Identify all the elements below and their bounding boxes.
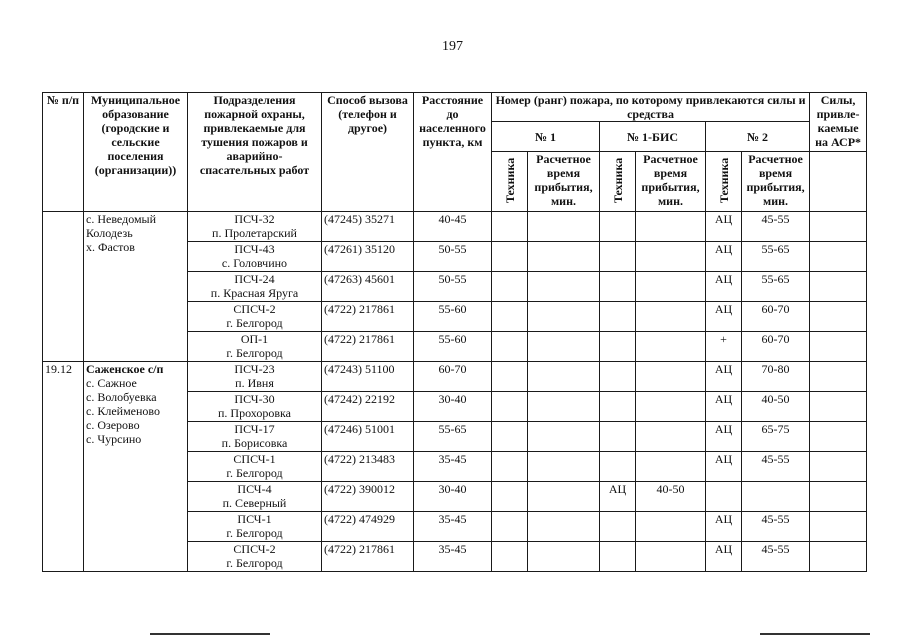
unit-location: г. Белгород <box>226 526 283 540</box>
rank1-equipment-cell <box>492 482 528 512</box>
unit-name: ПСЧ-4 <box>237 482 272 496</box>
distance-cell: 30-40 <box>414 482 492 512</box>
distance-cell: 30-40 <box>414 392 492 422</box>
rank2-arrival-cell: 45-55 <box>742 452 810 482</box>
rank1-arrival-cell <box>528 542 600 572</box>
rank1bis-equipment-cell <box>600 512 636 542</box>
distance-cell: 55-60 <box>414 302 492 332</box>
rank2-arrival-cell: 40-50 <box>742 392 810 422</box>
phone-cell: (47261) 35120 <box>322 242 414 272</box>
rank1bis-arrival-cell <box>636 272 706 302</box>
rank2-arrival-cell: 45-55 <box>742 212 810 242</box>
rank2-equipment-cell: АЦ <box>706 302 742 332</box>
phone-cell: (4722) 217861 <box>322 542 414 572</box>
phone-cell: (4722) 217861 <box>322 302 414 332</box>
rank1-arrival-cell <box>528 452 600 482</box>
rank1-equipment-cell <box>492 362 528 392</box>
unit-cell <box>188 542 322 572</box>
unit-location: г. Белгород <box>226 316 283 330</box>
rank1bis-arrival-cell <box>636 452 706 482</box>
rank2-equipment-cell: АЦ <box>706 362 742 392</box>
distance-cell: 40-45 <box>414 212 492 242</box>
page-number: 197 <box>442 39 463 54</box>
settlement-name: с. Чурсино <box>86 432 142 446</box>
header-equipment-1: Техника <box>492 152 528 212</box>
rank1bis-equipment-cell <box>600 452 636 482</box>
header-rank-1: № 1 <box>492 122 600 152</box>
unit-cell <box>188 482 322 512</box>
rank1bis-arrival-cell: 40-50 <box>636 482 706 512</box>
asr-cell <box>810 302 867 332</box>
rank2-equipment-cell: АЦ <box>706 512 742 542</box>
asr-cell <box>810 482 867 512</box>
rank2-arrival-cell: 45-55 <box>742 542 810 572</box>
rank1bis-equipment-cell <box>600 422 636 452</box>
header-arrival-1: Расчетное время прибытия, мин. <box>528 152 600 212</box>
bottom-divider-right <box>760 633 870 635</box>
table-row <box>43 212 867 242</box>
rank1-arrival-cell <box>528 422 600 452</box>
phone-cell: (47243) 51100 <box>322 362 414 392</box>
asr-cell <box>810 452 867 482</box>
distance-cell: 50-55 <box>414 272 492 302</box>
header-num: № п/п <box>43 93 84 212</box>
distance-cell: 35-45 <box>414 452 492 482</box>
rank1bis-arrival-cell <box>636 362 706 392</box>
unit-name: ПСЧ-17 <box>234 422 275 436</box>
unit-name: ПСЧ-23 <box>234 362 275 376</box>
unit-name: СПСЧ-2 <box>233 302 276 316</box>
unit-location: п. Северный <box>222 496 287 510</box>
rank1-equipment-cell <box>492 332 528 362</box>
unit-location: г. Белгород <box>226 466 283 480</box>
rank2-equipment-cell: АЦ <box>706 452 742 482</box>
unit-cell <box>188 212 322 242</box>
distance-cell: 60-70 <box>414 362 492 392</box>
rank1-arrival-cell <box>528 302 600 332</box>
rank2-arrival-cell: 55-65 <box>742 272 810 302</box>
rank2-arrival-cell: 55-65 <box>742 242 810 272</box>
header-rank-1bis: № 1-БИС <box>600 122 706 152</box>
settlement-name: с. Волобуевка <box>86 390 157 404</box>
group-number <box>43 212 84 362</box>
rank1bis-equipment-cell <box>600 212 636 242</box>
phone-cell: (4722) 474929 <box>322 512 414 542</box>
settlement-name: с. Сажное <box>86 376 137 390</box>
header-asr-empty <box>810 152 867 212</box>
unit-location: п. Пролетарский <box>212 226 297 240</box>
unit-name: СПСЧ-1 <box>233 452 276 466</box>
asr-cell <box>810 212 867 242</box>
unit-cell <box>188 392 322 422</box>
rank1bis-equipment-cell <box>600 542 636 572</box>
rank1bis-arrival-cell <box>636 542 706 572</box>
group-municipality <box>84 362 188 572</box>
distance-cell: 50-55 <box>414 242 492 272</box>
unit-name: ОП-1 <box>240 332 269 346</box>
rank2-equipment-cell: АЦ <box>706 242 742 272</box>
unit-cell <box>188 362 322 392</box>
rank1-arrival-cell <box>528 332 600 362</box>
rank1-arrival-cell <box>528 212 600 242</box>
header-municipality: Муниципальное образование (городские и сельские поселения (организации)) <box>84 93 188 212</box>
unit-name: ПСЧ-24 <box>234 272 275 286</box>
rank2-arrival-cell <box>742 482 810 512</box>
unit-location: г. Белгород <box>226 556 283 570</box>
rank1-arrival-cell <box>528 482 600 512</box>
settlement-name: с. Неведомый Колодезь <box>86 212 157 240</box>
asr-cell <box>810 392 867 422</box>
rank1bis-arrival-cell <box>636 242 706 272</box>
rank2-arrival-cell: 65-75 <box>742 422 810 452</box>
unit-location: п. Красная Яруга <box>210 286 299 300</box>
header-arrival-2: Расчетное время прибытия, мин. <box>742 152 810 212</box>
asr-cell <box>810 272 867 302</box>
unit-location: г. Белгород <box>226 346 283 360</box>
asr-cell <box>810 542 867 572</box>
phone-cell: (47242) 22192 <box>322 392 414 422</box>
rank1-equipment-cell <box>492 272 528 302</box>
header-distance: Расстояние до населенного пункта, км <box>414 93 492 212</box>
distance-cell: 35-45 <box>414 542 492 572</box>
distance-cell: 35-45 <box>414 512 492 542</box>
distance-cell: 55-60 <box>414 332 492 362</box>
rank1bis-equipment-cell <box>600 242 636 272</box>
municipality-name: Саженское с/п <box>86 362 164 376</box>
asr-cell <box>810 422 867 452</box>
rank1bis-equipment-cell <box>600 392 636 422</box>
rank1bis-equipment-cell <box>600 332 636 362</box>
unit-cell <box>188 422 322 452</box>
asr-cell <box>810 242 867 272</box>
header-fire-number: Номер (ранг) пожара, по которому привлекаются силы и средства <box>492 93 810 122</box>
rank1bis-arrival-cell <box>636 302 706 332</box>
fire-forces-table <box>42 92 867 572</box>
table-body <box>43 212 867 572</box>
rank1bis-equipment-cell <box>600 362 636 392</box>
unit-cell <box>188 332 322 362</box>
rank1bis-equipment-cell <box>600 302 636 332</box>
header-rank-2: № 2 <box>706 122 810 152</box>
phone-cell: (4722) 390012 <box>322 482 414 512</box>
phone-cell: (47263) 45601 <box>322 272 414 302</box>
header-arrival-1bis: Расчетное время прибытия, мин. <box>636 152 706 212</box>
rank2-equipment-cell: + <box>706 332 742 362</box>
settlement-name: х. Фастов <box>86 240 135 254</box>
rank1-arrival-cell <box>528 242 600 272</box>
rank1-equipment-cell <box>492 452 528 482</box>
unit-cell <box>188 242 322 272</box>
rank2-arrival-cell: 70-80 <box>742 362 810 392</box>
rank2-equipment-cell: АЦ <box>706 212 742 242</box>
rank1bis-arrival-cell <box>636 392 706 422</box>
rank2-arrival-cell: 45-55 <box>742 512 810 542</box>
phone-cell: (47246) 51001 <box>322 422 414 452</box>
unit-location: п. Ивня <box>235 376 274 390</box>
rank1-arrival-cell <box>528 272 600 302</box>
asr-cell <box>810 332 867 362</box>
rank1bis-arrival-cell <box>636 212 706 242</box>
unit-cell <box>188 272 322 302</box>
phone-cell: (47245) 35271 <box>322 212 414 242</box>
rank2-equipment-cell <box>706 482 742 512</box>
rank2-arrival-cell: 60-70 <box>742 332 810 362</box>
rank1-equipment-cell <box>492 242 528 272</box>
unit-name: ПСЧ-43 <box>234 242 275 256</box>
header-asr: Силы, привле-каемые на АСР* <box>810 93 867 152</box>
header-call-method: Способ вызова (телефон и другое) <box>322 93 414 212</box>
rank1bis-arrival-cell <box>636 332 706 362</box>
phone-cell: (4722) 213483 <box>322 452 414 482</box>
rank1bis-equipment-cell: АЦ <box>600 482 636 512</box>
unit-name: ПСЧ-1 <box>237 512 272 526</box>
header-equipment-2: Техника <box>706 152 742 212</box>
header-equipment-1bis: Техника <box>600 152 636 212</box>
unit-location: п. Прохоровка <box>218 406 291 420</box>
group-municipality <box>84 212 188 362</box>
table-header <box>43 93 867 212</box>
settlement-name: с. Озерово <box>86 418 140 432</box>
asr-cell <box>810 512 867 542</box>
rank1-equipment-cell <box>492 512 528 542</box>
rank1-equipment-cell <box>492 212 528 242</box>
rank1bis-equipment-cell <box>600 272 636 302</box>
unit-cell <box>188 452 322 482</box>
unit-cell <box>188 512 322 542</box>
rank1-equipment-cell <box>492 542 528 572</box>
rank1-equipment-cell <box>492 422 528 452</box>
rank2-equipment-cell: АЦ <box>706 422 742 452</box>
unit-name: ПСЧ-32 <box>234 212 275 226</box>
phone-cell: (4722) 217861 <box>322 332 414 362</box>
header-units: Подразделения пожарной охраны, привлекаемые для тушения пожаров и аварийно-спасательных работ <box>188 93 322 212</box>
distance-cell: 55-65 <box>414 422 492 452</box>
unit-location: с. Головчино <box>221 256 288 270</box>
unit-name: СПСЧ-2 <box>233 542 276 556</box>
unit-location: п. Борисовка <box>221 436 288 450</box>
rank1-arrival-cell <box>528 392 600 422</box>
rank2-equipment-cell: АЦ <box>706 392 742 422</box>
settlement-name: с. Клейменово <box>86 404 160 418</box>
rank1bis-arrival-cell <box>636 422 706 452</box>
bottom-divider-left <box>150 633 270 635</box>
rank1bis-arrival-cell <box>636 512 706 542</box>
rank2-arrival-cell: 60-70 <box>742 302 810 332</box>
group-number: 19.12 <box>43 362 84 572</box>
rank2-equipment-cell: АЦ <box>706 542 742 572</box>
rank1-equipment-cell <box>492 392 528 422</box>
rank1-arrival-cell <box>528 512 600 542</box>
asr-cell <box>810 362 867 392</box>
rank2-equipment-cell: АЦ <box>706 272 742 302</box>
unit-cell <box>188 302 322 332</box>
table-row <box>43 362 867 392</box>
unit-name: ПСЧ-30 <box>234 392 275 406</box>
rank1-equipment-cell <box>492 302 528 332</box>
rank1-arrival-cell <box>528 362 600 392</box>
